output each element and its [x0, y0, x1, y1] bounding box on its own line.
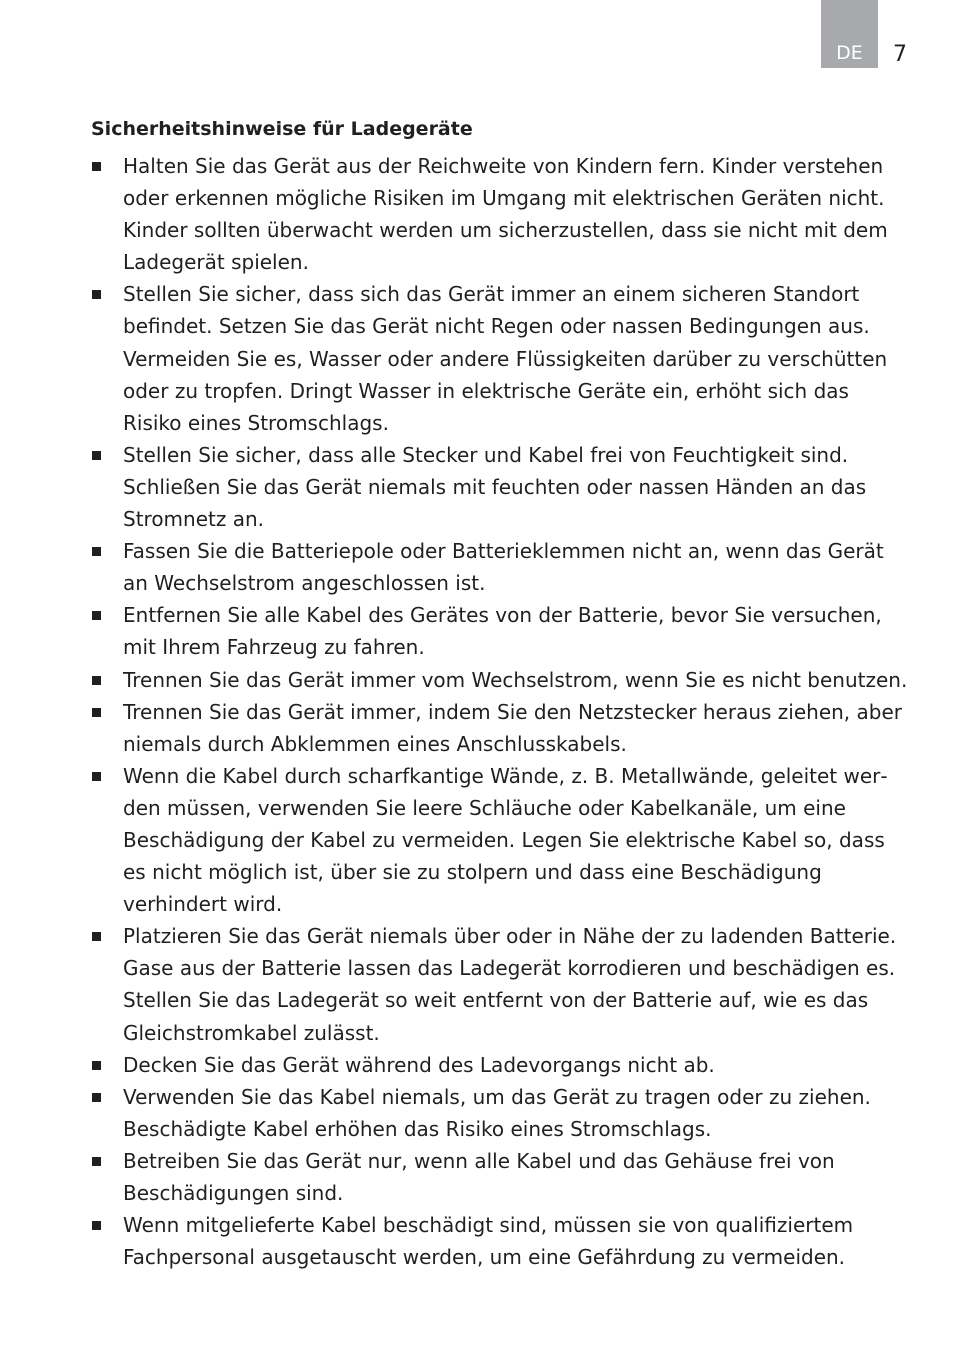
- safety-instructions-list: [91, 150, 909, 1273]
- list-item: Verwenden Sie das Kabel niemals, um das Gerät zu tragen oder zu ziehen. Beschädigte Kabel erhöhen das Risiko eines Stromschlags.: [91, 1081, 909, 1145]
- language-tab: [821, 0, 878, 68]
- list-item: Fassen Sie die Batteriepole oder Batterieklemmen nicht an, wenn das Gerät an Wechselstrom angeschlossen ist.: [91, 535, 909, 599]
- list-item: Trennen Sie das Gerät immer vom Wechselstrom, wenn Sie es nicht benutzen.: [91, 664, 909, 696]
- list-item: Halten Sie das Gerät aus der Reichweite von Kindern fern. Kinder verstehen oder erkennen mögliche Risiken im Umgang mit elektrischen Geräten nicht. Kinder sollten überwacht werden um sicherzustellen, dass sie nicht mit dem Ladegerät spielen.: [91, 150, 909, 278]
- list-item: Platzieren Sie das Gerät niemals über oder in Nähe der zu ladenden Batterie. Gase aus der Batterie lassen das Ladegerät korrodieren und beschädigen es. Stellen Sie das Ladegerät so weit entfernt von der Batterie auf, wie es das Gleichstromkabel zulässt.: [91, 920, 909, 1048]
- list-item: Stellen Sie sicher, dass sich das Gerät immer an einem sicheren Standort befindet. Setzen Sie das Gerät nicht Regen oder nassen Bedingungen aus. Vermeiden Sie es, Wasser oder andere Flüssigkeiten darüber zu verschütten oder zu tropfen. Dringt Wasser in elektrische Geräte ein, erhöht sich das Risiko eines Stromschlags.: [91, 278, 909, 438]
- list-item: Entfernen Sie alle Kabel des Gerätes von der Batterie, bevor Sie versuchen, mit Ihrem Fahrzeug zu fahren.: [91, 599, 909, 663]
- list-item: Decken Sie das Gerät während des Ladevorgangs nicht ab.: [91, 1049, 909, 1081]
- list-item: Wenn die Kabel durch scharfkantige Wände, z. B. Metallwände, geleitet werden müssen, verwenden Sie leere Schläuche oder Kabelkanäle, um eine Beschädigung der Kabel zu vermeiden. Legen Sie elektrische Kabel so, dass es nicht möglich ist, über sie zu stolpern und dass eine Beschädigung verhindert wird.: [91, 760, 909, 920]
- list-item: Betreiben Sie das Gerät nur, wenn alle Kabel und das Gehäuse frei von Beschädigungen sind.: [91, 1145, 909, 1209]
- list-item: Trennen Sie das Gerät immer, indem Sie den Netzstecker heraus ziehen, aber niemals durch Abklemmen eines Anschlusskabels.: [91, 696, 909, 760]
- section-title: Sicherheitshinweise für Ladegeräte: [91, 118, 473, 140]
- page-number: 7: [893, 42, 907, 67]
- list-item: Stellen Sie sicher, dass alle Stecker und Kabel frei von Feuchtigkeit sind. Schließen Sie das Gerät niemals mit feuchten oder nassen Händen an das Stromnetz an.: [91, 439, 909, 535]
- language-label: DE: [836, 42, 863, 64]
- list-item: Wenn mitgelieferte Kabel beschädigt sind, müssen sie von qualifiziertem Fachpersonal ausgetauscht werden, um eine Gefährdung zu vermeiden.: [91, 1209, 909, 1273]
